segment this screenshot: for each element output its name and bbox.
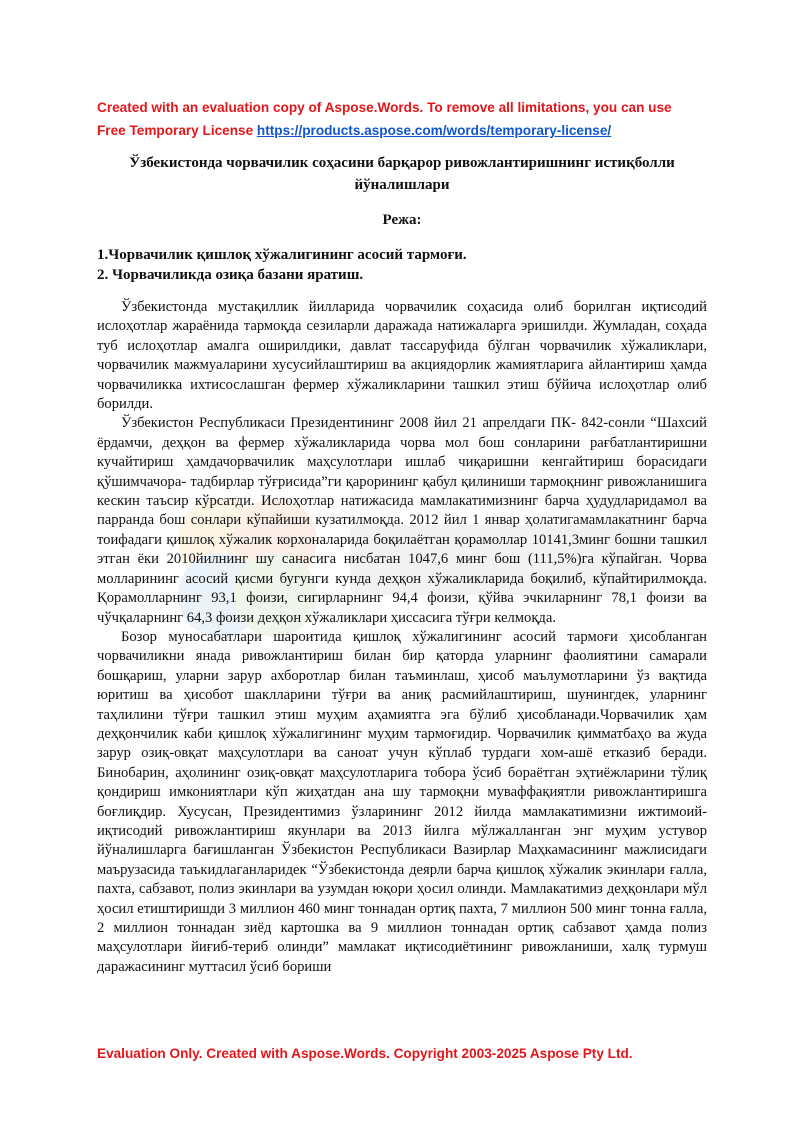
- plan-heading: Режа:: [382, 212, 422, 228]
- document-body: [97, 298, 707, 977]
- evaluation-notice-line2: [97, 119, 707, 142]
- outline-item: 2. Чорвачиликда озиқа базани яратиш.: [97, 267, 364, 283]
- body-paragraph: Ўзбекистон Республикаси Президентининг 2008 йил 21 апрелдаги ПК- 842-сонли “Шахсий ёрдамчи, деҳқон ва фермер хўжаликларида чорва мол бош сонларини рағбатлантиришни кучайтириш ҳамдачорвачилик маҳсулотлари ишлаб чиқаришни кенгайтириш борасидаги қўшимчачора- тадбирлар тўғрисида”ги қарорининг қабул қилиниши тармоқнинг ривожланишига кескин таъсир кўрсатди. Ислоҳотлар натижасида мамлакатимизнинг барча ҳудудларидамол ва парранда бош сонлари кўпайиши кузатилмоқда. 2012 йил 1 январ ҳолатигамамлакатнинг барча тоифадаги қишлоқ хўжалик корхоналарида боқилаётган қорамоллар 10141,3минг бошни ташкил этган ёки 2010йилнинг шу санасига нисбатан 1047,6 минг бош (111,5%)га кўпайган. Чорва молларининг асосий қисми бугунги кунда деҳқон хўжаликларида боқилиб, кўпайтирилмоқда. Қорамолларнинг 93,1 фоизи, сигирларнинг 94,4 фоизи, қўйва эчкиларнинг 78,1 фоизи ва чўчқаларнинг 64,3 фоизи деҳқон хўжаликлари ҳиссасига тўғри келмоқда.: [97, 415, 707, 626]
- evaluation-notice: [97, 96, 707, 142]
- plan-outline: [97, 245, 707, 285]
- temporary-license-link[interactable]: https://products.aspose.com/words/temporary-license/: [256, 123, 612, 138]
- document-title: Ўзбекистонда чорвачилик соҳасини барқарор ривожлантиришнинг истиқболли йўналишлари: [129, 155, 675, 193]
- body-paragraph: Бозор муносабатлари шароитида қишлоқ хўжалигининг асосий тармоғи ҳисобланган чорвачиликни янада ривожлантириш билан бир қаторда уларнинг фаолиятини самарали бошқариш, уларни зарур ахборотлар билан таъминлаш, ҳисоб маълумотларини ўз вақтида юритиш ва ҳисобот шаклларини тўғри ва аниқ расмийлаштириш, шунингдек, уларнинг таҳлилини тўғри ташкил этиш муҳим аҳамиятга эга бўлиб ҳисобланади.Чорвачилик ҳам деҳқончилик каби қишлоқ хўжалигининг муҳим тармоғидир. Чорвачилик қимматбаҳо ва жуда зарур озиқ-овқат маҳсулотлари ва саноат учун кўплаб турдаги хом-ашё етказиб беради. Бинобарин, аҳолининг озиқ-овқат маҳсулотларига тобора ўсиб бораётган эҳтиёжларини тўлиқ қондириш имкониятлари кўп жиҳатдан ана шу тармоқни муваффақиятли ривожлантиришга боғлиқдир. Хусусан, Президентимиз ўзларининг 2012 йилда мамлакатимизни ижтимоий-иқтисодий ривожлантириш якунлари ва 2013 йилга мўлжалланган энг муҳим устувор йўналишларга бағишланган Ўзбекистон Республикаси Вазирлар Маҳкамасининг мажлисидаги маърузасида таъкидлаганларидек “Ўзбекистонда деярли барча қишлоқ хўжалик экинлари ғалла, пахта, сабзавот, полиз экинлари ва узумдан юқори ҳосил олинди. Мамлакатимиз деҳқонлари мўл ҳосил етиштиришди 3 миллион 460 минг тоннадан ортиқ пахта, 7 миллион 500 минг тонна ғалла, 2 миллион тоннадан зиёд картошка ва 9 миллион тоннадан ортиқ сабзавот ҳамда полиз маҳсулотлари йиғиб-териб олинди” мамлакат иқтисодиётининг ривожланиши, халқ турмуш даражасининг муттасил ўсиб бориши: [97, 628, 707, 975]
- evaluation-notice-prefix: Free Temporary License: [97, 123, 257, 138]
- evaluation-footer: Evaluation Only. Created with Aspose.Words. Copyright 2003-2025 Aspose Pty Ltd.: [97, 1046, 633, 1061]
- body-paragraph: Ўзбекистонда мустақиллик йилларида чорвачилик соҳасида олиб борилган иқтисодий ислоҳотлар жараёнида тармоқда сезиларли даражада натижаларга эришилди. Жумладан, соҳада туб ислоҳотлар амалга оширилдики, давлат тассаруфида бўлган чорвачилик хўжаликлари, чорвачилик мажмуаларини хусусийлаштириш ва акциядорлик жамиятларига айлантириш ҳамда чорвачиликка ихтисослашган фермер хўжаликларини ташкил этиш бўйича ислоҳотлар олиб борилди.: [97, 299, 707, 413]
- evaluation-notice-line1: Created with an evaluation copy of Aspose.Words. To remove all limitations, you can use: [97, 100, 672, 115]
- outline-item: 1.Чорвачилик қишлоқ хўжалигининг асосий тармоғи.: [97, 247, 467, 263]
